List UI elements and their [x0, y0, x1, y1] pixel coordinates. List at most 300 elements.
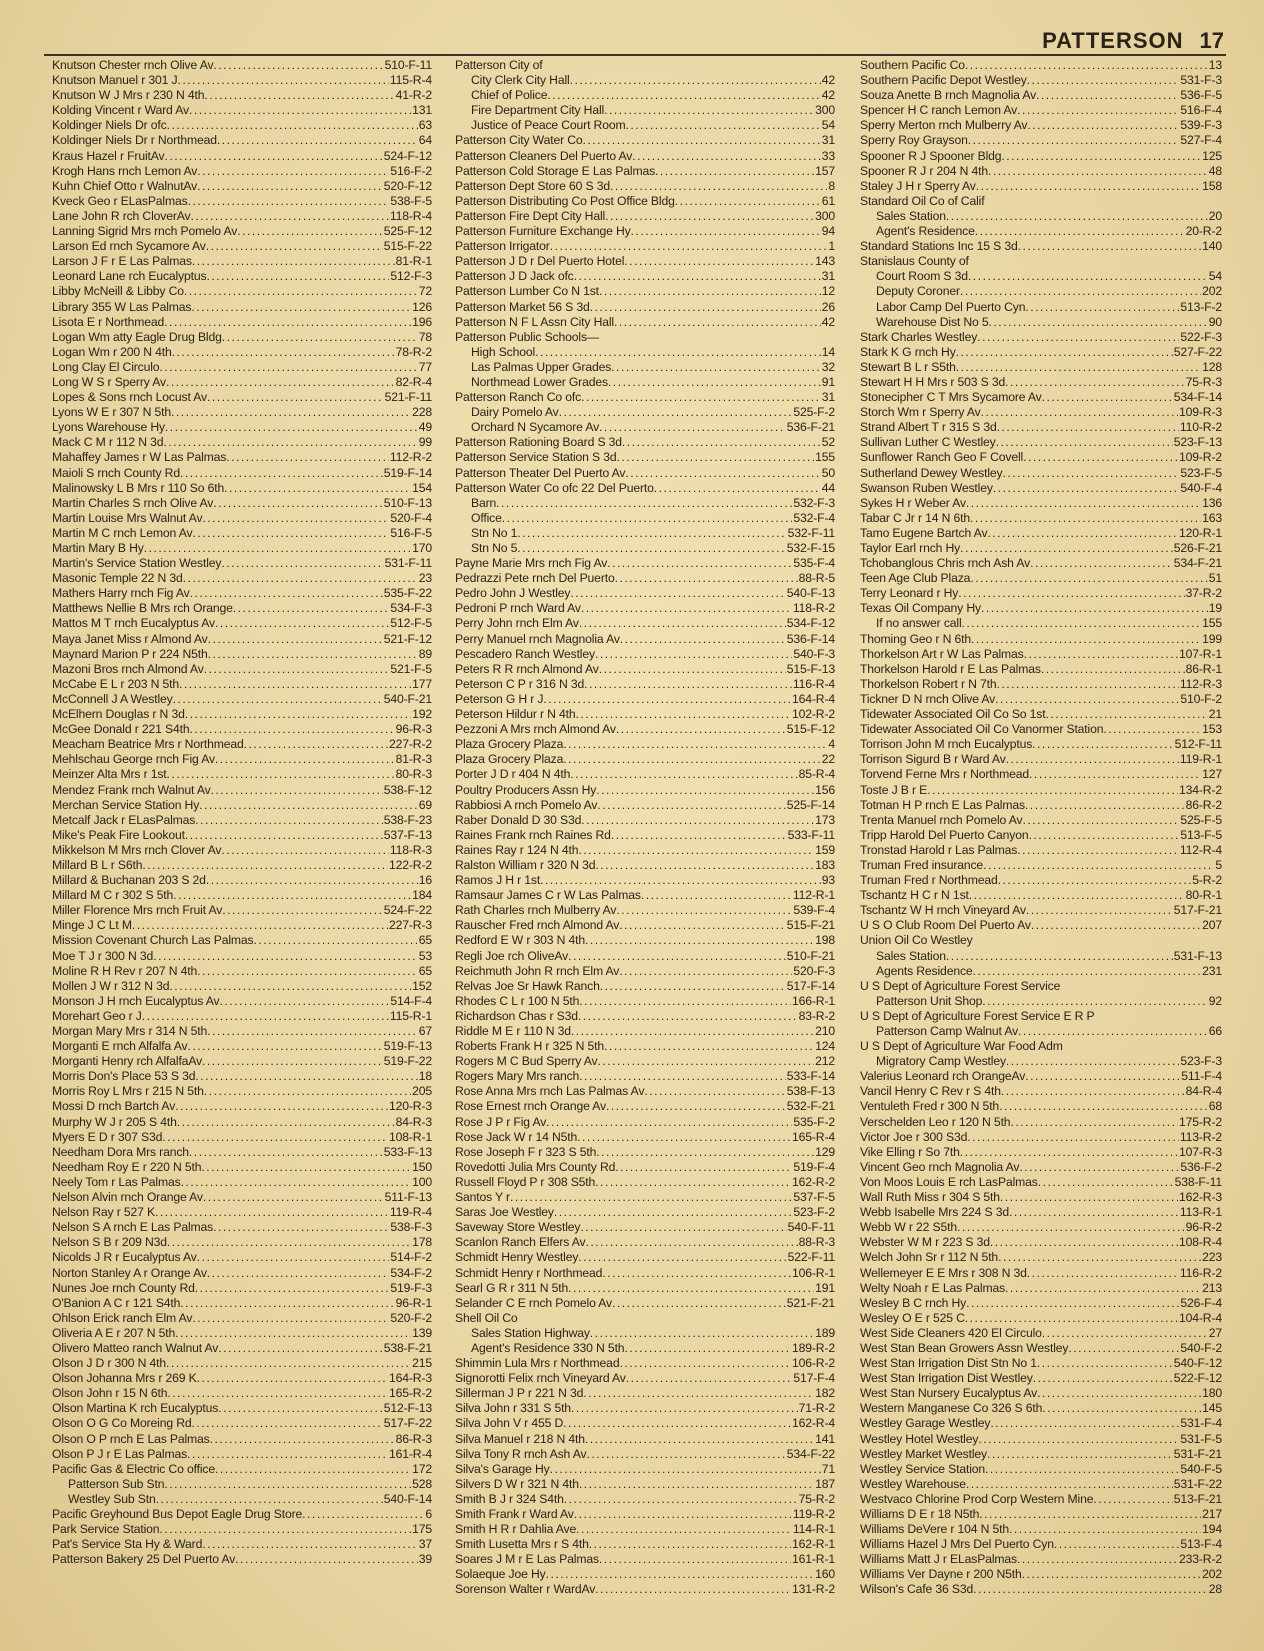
listing-name: Smith B J r 324 S4th — [455, 1491, 564, 1506]
listing-name: Torvend Ferne Mrs r Northmead — [860, 767, 1030, 782]
dot-leader — [571, 1024, 814, 1039]
listing-row — [455, 1552, 835, 1567]
listing-number: 178 — [412, 1235, 432, 1250]
listing-number: 514-F-4 — [390, 993, 432, 1008]
listing-number: 189-R-2 — [792, 1340, 835, 1355]
dot-leader — [584, 677, 792, 692]
listing-name: Libby McNeill & Libby Co — [52, 284, 184, 299]
dot-leader — [550, 1462, 821, 1477]
listing-name: McCabe E L r 203 N 5th — [52, 676, 179, 691]
listing-row — [52, 164, 432, 179]
listing-name: West Stan Irrigation Dist Westley — [860, 1371, 1033, 1386]
listing-number: 94 — [821, 224, 835, 239]
listing-number: 131-R-2 — [792, 1582, 835, 1597]
listing-name: Wesley B C rnch Hy — [860, 1295, 967, 1310]
listing-row — [860, 1205, 1222, 1220]
listing-row — [52, 556, 432, 571]
listing-row — [860, 1522, 1222, 1537]
listing-row — [455, 1130, 835, 1145]
listing-number: 44 — [821, 480, 835, 495]
listing-row — [52, 330, 432, 345]
listing-row — [860, 239, 1222, 254]
listing-row — [455, 209, 835, 224]
listing-name: Peterson Hildur r N 4th — [455, 707, 576, 722]
dot-leader — [585, 1432, 814, 1447]
listing-name: Pedrazzi Pete rnch Del Puerto — [455, 571, 615, 586]
dot-leader — [578, 843, 814, 858]
listing-name: Malinowsky L B Mrs r 110 So 6th — [52, 480, 225, 495]
listing-row — [860, 73, 1222, 88]
dot-leader — [510, 1190, 792, 1205]
listing-row — [860, 209, 1222, 224]
listing-number: 515-F-22 — [383, 239, 432, 254]
listing-name: Patterson Public Schools— — [455, 329, 599, 344]
listing-number: 4 — [828, 737, 835, 752]
dot-leader — [956, 345, 1173, 360]
listing-number: 26 — [821, 299, 835, 314]
listing-row — [860, 843, 1222, 858]
listing-row — [455, 466, 835, 481]
dot-leader — [983, 858, 1214, 873]
listing-row — [52, 300, 432, 315]
dot-leader — [206, 239, 383, 254]
dot-leader — [981, 601, 1208, 616]
dot-leader — [202, 511, 389, 526]
listing-row — [455, 194, 835, 209]
dot-leader — [563, 752, 820, 767]
listing-number: 540-F-3 — [793, 646, 835, 661]
dot-leader — [975, 224, 1185, 239]
dot-leader — [159, 1522, 411, 1537]
dot-leader — [177, 73, 388, 88]
listing-number: 162-R-4 — [792, 1416, 835, 1431]
dot-leader — [189, 1145, 383, 1160]
listing-row — [860, 194, 1222, 209]
dot-leader — [1029, 767, 1201, 782]
dot-leader — [596, 1145, 814, 1160]
listing-name: Mollen J W r 312 N 3d — [52, 978, 170, 993]
dot-leader — [1054, 1537, 1180, 1552]
listing-name: Lane John R rch CloverAv — [52, 208, 191, 223]
listing-row — [860, 315, 1222, 330]
listing-number: 153 — [1202, 722, 1222, 737]
listing-row — [52, 964, 432, 979]
dot-leader — [958, 586, 1184, 601]
listing-number: 534-F-3 — [390, 601, 432, 616]
listing-number: 520-F-3 — [793, 963, 835, 978]
listing-name: Rogers Mary Mrs ranch — [455, 1069, 580, 1084]
dot-leader — [563, 737, 827, 752]
dot-leader — [1005, 1281, 1201, 1296]
dot-leader — [550, 239, 828, 254]
listing-name: Patterson Sub Stn — [68, 1476, 165, 1491]
dot-leader — [996, 435, 1173, 450]
listing-number: 119-R-1 — [1179, 752, 1222, 767]
dot-leader — [206, 873, 418, 888]
listing-row — [860, 390, 1222, 405]
listing-name: Sales Station Highway — [471, 1325, 590, 1340]
dot-leader — [1041, 662, 1185, 677]
listing-number: 191 — [815, 1280, 835, 1295]
dot-leader — [180, 466, 383, 481]
listing-name: Rogers M C Bud Sperry Av — [455, 1054, 598, 1069]
listing-name: Stanislaus County of — [860, 254, 969, 269]
listing-number: 535-F-22 — [383, 586, 432, 601]
listing-number: 182 — [815, 1386, 835, 1401]
dot-leader — [966, 1296, 1179, 1311]
listing-row — [455, 783, 835, 798]
dot-leader — [998, 1250, 1201, 1265]
listing-row — [455, 888, 835, 903]
dot-leader — [581, 390, 821, 405]
listing-name: Agent's Residence 330 N 5th — [471, 1340, 625, 1355]
dot-leader — [215, 752, 395, 767]
listing-row — [860, 541, 1222, 556]
dot-leader — [585, 1235, 797, 1250]
dot-leader — [632, 149, 821, 164]
dot-leader — [576, 707, 792, 722]
listing-number: 109-R-2 — [1179, 450, 1222, 465]
dot-leader — [965, 58, 1208, 73]
listing-row — [860, 254, 1222, 269]
listing-row — [860, 1311, 1222, 1326]
dot-leader — [1028, 828, 1179, 843]
listing-name: Pedroni P rnch Ward Av — [455, 601, 581, 616]
dot-leader — [1023, 450, 1178, 465]
listing-name: Logan Wm r 200 N 4th — [52, 344, 172, 359]
listing-row — [52, 873, 432, 888]
dot-leader — [185, 707, 411, 722]
listing-name: Spooner R J Spooner Bldg — [860, 148, 1002, 163]
listing-name: Morris Roy L Mrs r 215 N 5th — [52, 1084, 204, 1099]
listing-row — [52, 1447, 432, 1462]
listing-row — [52, 858, 432, 873]
dot-leader — [583, 1386, 814, 1401]
listing-row — [860, 949, 1222, 964]
dot-leader — [578, 1250, 786, 1265]
listing-number: 213 — [1202, 1280, 1222, 1295]
dot-leader — [175, 1326, 411, 1341]
listing-row — [860, 1371, 1222, 1386]
listing-number: 136 — [1202, 495, 1222, 510]
listing-number: 53 — [418, 948, 432, 963]
listing-name: Texas Oil Company Hy — [860, 601, 981, 616]
dot-leader — [197, 164, 389, 179]
listing-row — [455, 1507, 835, 1522]
dot-leader — [960, 1145, 1178, 1160]
listing-name: Webb Isabelle Mrs 224 S 3d — [860, 1205, 1009, 1220]
listing-row — [860, 1266, 1222, 1281]
listing-row — [455, 1160, 835, 1175]
page-number: 17 — [1199, 28, 1224, 53]
listing-row — [860, 586, 1222, 601]
dot-leader — [1022, 813, 1179, 828]
listing-name: Mission Covenant Church Las Palmas — [52, 933, 254, 948]
listing-name: Myers E D r 307 S3d — [52, 1129, 163, 1144]
listing-name: Union Oil Co Westley — [860, 933, 973, 948]
dot-leader — [1037, 1386, 1201, 1401]
dot-leader — [199, 798, 418, 813]
listing-row — [52, 707, 432, 722]
dot-leader — [535, 345, 821, 360]
dot-leader — [559, 405, 793, 420]
dot-leader — [987, 526, 1178, 541]
listing-number: 531-F-4 — [1180, 1416, 1222, 1431]
listing-row — [455, 1582, 835, 1597]
listing-row — [455, 526, 835, 541]
listing-number: 96-R-2 — [1185, 1220, 1222, 1235]
dot-leader — [244, 737, 388, 752]
listing-number: 72 — [418, 284, 432, 299]
listing-name: Patterson Theater Del Puerto Av — [455, 465, 626, 480]
dot-leader — [616, 903, 792, 918]
dot-leader — [997, 420, 1179, 435]
listing-name: Porter J D r 404 N 4th — [455, 767, 571, 782]
dot-leader — [517, 541, 786, 556]
dot-leader — [213, 1220, 389, 1235]
listing-row — [860, 632, 1222, 647]
listing-row — [860, 964, 1222, 979]
dot-leader — [164, 315, 411, 330]
listing-number: 520-F-4 — [390, 510, 432, 525]
listing-name: Stonecipher C T Mrs Sycamore Av — [860, 390, 1042, 405]
listing-name: Patterson N F L Assn City Hall — [455, 314, 614, 329]
listing-row — [455, 1386, 835, 1401]
listing-number: 510-F-2 — [1180, 691, 1222, 706]
listing-row — [52, 601, 432, 616]
dot-leader — [966, 496, 1201, 511]
listing-number: 520-F-2 — [390, 1310, 432, 1325]
listing-name: Mike's Peak Fire Lookout — [52, 827, 185, 842]
listing-name: Patterson City Water Co — [455, 133, 583, 148]
listing-name: U S O Club Room Del Puerto Av — [860, 918, 1031, 933]
listing-name: Justice of Peace Court Room — [471, 118, 626, 133]
listing-row — [860, 1326, 1222, 1341]
listing-number: 65 — [418, 963, 432, 978]
dot-leader — [164, 149, 382, 164]
dot-leader — [1042, 390, 1173, 405]
listing-row — [52, 1175, 432, 1190]
listing-row — [52, 1371, 432, 1386]
listing-name: Westley Sub Stn — [68, 1491, 156, 1506]
listing-name: Thorkelson Art r W Las Palmas — [860, 646, 1024, 661]
dot-leader — [969, 888, 1185, 903]
listing-number: 536-F-21 — [786, 420, 835, 435]
listing-name: Regli Joe rch OliveAv — [455, 948, 569, 963]
listing-name: Nelson Alvin rnch Orange Av — [52, 1190, 203, 1205]
dot-leader — [1045, 707, 1207, 722]
listing-row — [860, 828, 1222, 843]
dot-leader — [967, 1130, 1179, 1145]
listing-row — [455, 1205, 835, 1220]
listing-number: 126 — [412, 299, 432, 314]
listing-number: 517-F-21 — [1173, 903, 1222, 918]
listing-name: Silva Manuel r 218 N 4th — [455, 1431, 585, 1446]
dot-leader — [190, 586, 383, 601]
listing-name: Patterson Lumber Co N 1st — [455, 284, 599, 299]
listing-row — [860, 979, 1222, 994]
listing-number: 69 — [418, 797, 432, 812]
dot-leader — [614, 315, 821, 330]
dot-leader — [570, 767, 797, 782]
listing-name: Krogh Hans rnch Lemon Av — [52, 163, 198, 178]
dot-leader — [189, 103, 411, 118]
listing-number: 532-F-3 — [793, 495, 835, 510]
listing-name: O'Banion A C r 121 S4th — [52, 1295, 181, 1310]
listing-number: 112-R-3 — [1179, 676, 1222, 691]
listing-row — [455, 541, 835, 556]
dot-leader — [169, 979, 411, 994]
listing-number: 165-R-2 — [389, 1386, 432, 1401]
listing-name: Lyons W E r 307 N 5th — [52, 405, 172, 420]
dot-leader — [611, 828, 787, 843]
listing-row — [455, 73, 835, 88]
listing-row — [455, 345, 835, 360]
listing-name: Ohlson Erick ranch Elm Av — [52, 1310, 193, 1325]
listing-row — [860, 1447, 1222, 1462]
listing-number: 80-R-1 — [1185, 888, 1222, 903]
listing-name: Truman Fred r Northmead — [860, 873, 998, 888]
dot-leader — [142, 858, 388, 873]
dot-leader — [1030, 556, 1173, 571]
listing-row — [860, 1507, 1222, 1522]
listing-number: 89 — [418, 646, 432, 661]
listing-number: 175 — [412, 1522, 432, 1537]
listing-name: Smith H R r Dahlia Ave — [455, 1522, 577, 1537]
listing-row — [860, 526, 1222, 541]
listing-name: Vincent Geo rnch Magnolia Av — [860, 1159, 1020, 1174]
listing-name: Tickner D N rnch Olive Av — [860, 691, 996, 706]
dot-leader — [1025, 798, 1185, 813]
listing-number: 540-F-4 — [1180, 480, 1222, 495]
listing-number: 107-R-1 — [1179, 646, 1222, 661]
listing-name: Leonard Lane rch Eucalyptus — [52, 269, 207, 284]
listing-name: West Side Cleaners 420 El Circulo — [860, 1325, 1042, 1340]
listing-name: Las Palmas Upper Grades — [471, 359, 612, 374]
listing-row — [455, 1024, 835, 1039]
listing-name: Meacham Beatrice Mrs r Northmead — [52, 737, 244, 752]
listing-row — [860, 903, 1222, 918]
listing-row — [455, 586, 835, 601]
listing-number: 31 — [821, 133, 835, 148]
listing-name: Miller Florence Mrs rnch Fruit Av — [52, 903, 223, 918]
listing-name: Knutson Manuel r 301 J — [52, 73, 178, 88]
dot-leader — [226, 450, 389, 465]
listing-number: 540-F-11 — [787, 1220, 835, 1235]
dot-leader — [625, 466, 820, 481]
listing-number: 120-R-3 — [389, 1099, 432, 1114]
listing-number: 526-F-21 — [1173, 541, 1222, 555]
listing-row — [860, 556, 1222, 571]
dot-leader — [599, 1552, 791, 1567]
listing-row — [860, 1416, 1222, 1431]
listing-number: 65 — [418, 933, 432, 948]
listing-number: 108-R-1 — [389, 1129, 432, 1144]
dot-leader — [183, 571, 418, 586]
listing-name: Mossi D rnch Bartch Av — [52, 1099, 176, 1114]
listing-number: 511-F-13 — [384, 1190, 432, 1205]
listing-number: 512-F-11 — [1174, 737, 1222, 752]
listing-row — [455, 798, 835, 813]
listing-name: Nelson S A rnch E Las Palmas — [52, 1220, 214, 1235]
listing-row — [860, 1099, 1222, 1114]
listing-number: 515-F-12 — [786, 722, 835, 737]
dot-leader — [610, 179, 827, 194]
listing-row — [455, 752, 835, 767]
listing-number: 1 — [828, 239, 835, 254]
listing-number: 512-F-5 — [390, 616, 432, 631]
listing-number: 538-F-13 — [786, 1084, 835, 1099]
listing-row — [455, 1084, 835, 1099]
listing-row — [52, 647, 432, 662]
listing-number: 515-F-21 — [786, 918, 835, 933]
listing-row — [455, 58, 835, 73]
dot-leader — [197, 179, 383, 194]
listing-row — [52, 1250, 432, 1265]
dot-leader — [202, 1054, 383, 1069]
dot-leader — [608, 375, 821, 390]
dot-leader — [543, 692, 791, 707]
listing-number: 512-F-3 — [390, 269, 432, 284]
listing-number: 525-F-5 — [1180, 812, 1222, 827]
listing-number: 21 — [1208, 707, 1222, 722]
listing-number: 164-R-4 — [792, 691, 835, 706]
listing-row — [455, 1432, 835, 1447]
listing-row — [52, 1281, 432, 1296]
listing-number: 118-R-4 — [389, 208, 432, 223]
listing-row — [52, 1416, 432, 1431]
dot-leader — [599, 420, 786, 435]
listing-number: 170 — [412, 541, 432, 555]
listing-row — [455, 1537, 835, 1552]
dot-leader — [187, 1039, 382, 1054]
listing-number: 88-R-3 — [798, 1235, 835, 1250]
listing-row — [52, 571, 432, 586]
dot-leader — [581, 813, 814, 828]
listing-name: Tamo Eugene Bartch Av — [860, 525, 988, 540]
listing-name: Wellemeyer E E Mrs r 308 N 3d — [860, 1265, 1027, 1280]
listing-number: 517-F-22 — [383, 1416, 432, 1431]
listing-row — [52, 390, 432, 405]
listing-row — [455, 1145, 835, 1160]
listing-row — [52, 1115, 432, 1130]
dot-leader — [619, 1356, 791, 1371]
listing-row — [52, 1356, 432, 1371]
dot-leader — [595, 858, 814, 873]
listing-number: 534-F-12 — [786, 616, 835, 631]
listing-name: Rose Jack W r 14 N5th — [455, 1129, 578, 1144]
listing-name: Metcalf Jack r ELasPalmas — [52, 812, 196, 827]
listing-number: 8 — [828, 178, 835, 193]
listing-number: 210 — [815, 1024, 835, 1038]
listing-row — [52, 73, 432, 88]
listing-name: Raines Frank rnch Raines Rd — [455, 827, 611, 842]
listing-row — [52, 888, 432, 903]
dot-leader — [605, 209, 814, 224]
dot-leader — [171, 405, 411, 420]
listing-name: Logan Wm atty Eagle Drug Bldg — [52, 329, 222, 344]
listing-name: Maynard Marion P r 224 N5th — [52, 646, 208, 661]
listing-number: 300 — [815, 208, 835, 223]
listing-name: Morehart Geo r J — [52, 1008, 142, 1023]
dot-leader — [197, 1250, 390, 1265]
listing-row — [455, 420, 835, 435]
dot-leader — [971, 632, 1201, 647]
dot-leader — [989, 315, 1208, 330]
listing-name: Lanning Sigrid Mrs rnch Pomelo Av — [52, 224, 238, 239]
listing-row — [455, 677, 835, 692]
listing-row — [455, 964, 835, 979]
